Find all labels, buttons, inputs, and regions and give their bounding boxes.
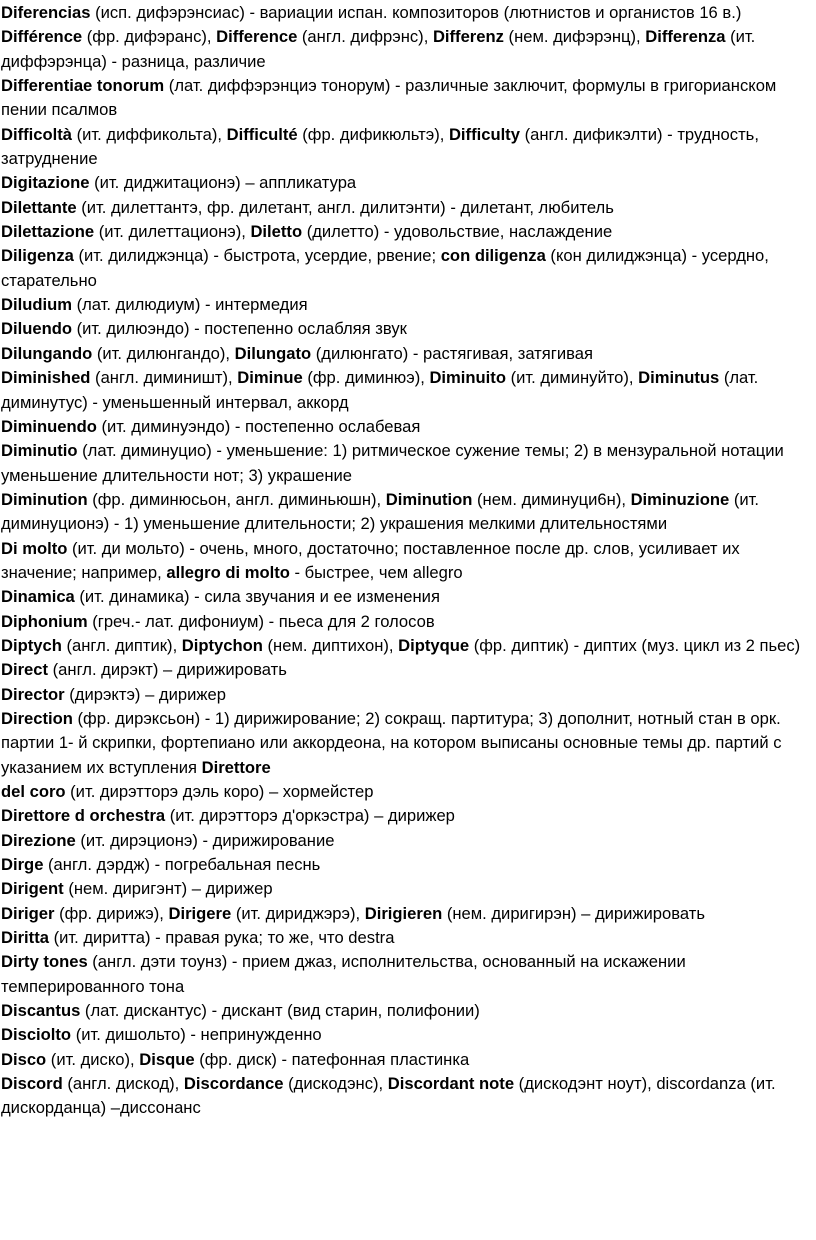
entry-definition: (ит. дирэтторэ д'оркэстра) – дирижер xyxy=(165,806,455,826)
dictionary-entry xyxy=(1,999,814,1023)
entry-term: Dilettante xyxy=(1,197,77,217)
entry-term: Difficulté xyxy=(226,124,298,144)
dictionary-entry xyxy=(1,220,814,244)
entry-definition: (дискодэнт ноут), discordanza (ит. дискорданца) –диссонанс xyxy=(1,1074,776,1118)
entry-term: Differenz xyxy=(432,27,504,47)
dictionary-entry xyxy=(1,537,814,586)
entry-definition: (англ. дискод), xyxy=(62,1074,184,1094)
entry-term: Direttore xyxy=(201,757,271,777)
entry-definition: (фр. диминюсьон, англ. диминьюшн), xyxy=(87,489,386,509)
entry-definition: (ит. ди мольто) - очень, много, достаточно; поставленное после др. слов, усиливает их значение; например, xyxy=(1,538,740,582)
dictionary-entry xyxy=(1,123,814,172)
dictionary-entry xyxy=(1,707,814,780)
entry-term: Dirigieren xyxy=(364,903,443,923)
entry-term: Diriger xyxy=(1,903,55,923)
dictionary-entry xyxy=(1,1023,814,1047)
entry-term: Discordance xyxy=(183,1074,284,1094)
entry-term: Diminue xyxy=(237,368,303,388)
entry-definition: (дилюнгато) - растягивая, затягивая xyxy=(311,343,593,363)
dictionary-entry xyxy=(1,244,814,293)
entry-definition: (лат. диминуцио) - уменьшение: 1) ритмическое сужение темы; 2) в мензуральной нотации уменьшение длительности нот; 3) украшение xyxy=(1,441,784,485)
dictionary-entry xyxy=(1,585,814,609)
entry-definition: (англ. дэрдж) - погребальная песнь xyxy=(43,855,321,875)
dictionary-entry xyxy=(1,342,814,366)
entry-definition: (лат. диминутус) - уменьшенный интервал, аккорд xyxy=(1,368,759,412)
entry-definition: (нем. диригирэн) – дирижировать xyxy=(442,903,705,923)
entry-term: Diptych xyxy=(1,635,62,655)
entry-definition: (нем. диригэнт) – дирижер xyxy=(63,879,273,899)
entry-definition: (ит. диджитационэ) – аппликатура xyxy=(89,173,357,193)
entry-definition: (ит. диско), xyxy=(46,1049,140,1069)
dictionary-entry xyxy=(1,804,814,828)
entry-definition: (ит. диминуэндо) - постепенно ослабевая xyxy=(96,416,421,436)
entry-definition: (нем. диминуци6н), xyxy=(472,489,631,509)
entry-term: Diligenza xyxy=(1,246,74,266)
entry-term: Difficoltà xyxy=(1,124,72,144)
entry-definition: (исп. дифэрэнсиас) - вариации испан. композиторов (лютнистов и органистов 16 в.) xyxy=(90,3,742,22)
entry-definition: (ит. диффикольта), xyxy=(72,124,227,144)
entry-definition: (дискодэнс), xyxy=(283,1074,388,1094)
entry-term: Diminutio xyxy=(1,441,78,461)
entry-definition: (ит. дирэтторэ дэль коро) – хормейстер xyxy=(65,782,374,801)
dictionary-entry xyxy=(1,683,814,707)
dictionary-entry xyxy=(1,926,814,950)
entry-term: Discordant note xyxy=(387,1074,515,1094)
entry-term: Diludium xyxy=(1,295,72,315)
dictionary-entry xyxy=(1,415,814,439)
entry-definition: (ит. диффэрэнца) - разница, различие xyxy=(1,27,756,71)
entry-term: Differentiae tonorum xyxy=(1,76,165,96)
dictionary-entry xyxy=(1,196,814,220)
dictionary-entry xyxy=(1,610,814,634)
dictionary-entry xyxy=(1,171,814,195)
entry-definition: (ит. динамика) - сила звучания и ее изменения xyxy=(74,587,440,607)
dictionary-entry xyxy=(1,1,814,25)
entry-term: Différence xyxy=(1,27,83,47)
entry-term: Direct xyxy=(1,660,49,680)
dictionary-entry xyxy=(1,658,814,682)
dictionary-entry xyxy=(1,902,814,926)
entry-definition: (дирэктэ) – дирижер xyxy=(64,684,226,704)
entry-term: Diminuendo xyxy=(1,416,97,436)
entry-term: allegro di molto xyxy=(166,562,290,582)
entry-definition: (англ. дифрэнс), xyxy=(297,27,433,47)
entry-definition: (англ. дификэлти) - трудность, затруднение xyxy=(1,124,759,169)
entry-definition: (англ. дэти тоунз) - прием джаз, исполнительства, основанный на искажении темперированного тона xyxy=(1,952,686,996)
entry-definition: (лат. дискантус) - дискант (вид старин, полифонии) xyxy=(80,1001,480,1021)
entry-term: Diminutus xyxy=(638,368,720,388)
entry-term: Diferencias xyxy=(1,3,91,22)
dictionary-entry xyxy=(1,634,814,658)
entry-definition: (ит. дилеттантэ, фр. дилетант, англ. дилитэнти) - дилетант, любитель xyxy=(76,197,614,217)
dictionary-entry xyxy=(1,829,814,853)
entry-term: Diptychon xyxy=(181,635,263,655)
entry-term: Dilungando xyxy=(1,343,93,363)
entry-term: Diluendo xyxy=(1,319,72,339)
entry-term: Discantus xyxy=(1,1001,81,1021)
entry-term: Diletto xyxy=(250,222,303,242)
entry-term: Diminution xyxy=(1,489,88,509)
entry-term: Difference xyxy=(216,27,298,47)
entry-term: Diptyque xyxy=(398,635,470,655)
dictionary-entry xyxy=(1,1072,814,1121)
entry-term: Dilungato xyxy=(234,343,312,363)
entry-definition: (фр. дификюльтэ), xyxy=(297,124,449,144)
entry-definition: (ит. дилиджэнца) - быстрота, усердие, рвение; xyxy=(73,246,441,266)
dictionary-entry xyxy=(1,74,814,123)
dictionary-entry xyxy=(1,317,814,341)
entry-term: Discord xyxy=(1,1074,63,1094)
entry-term: Diphonium xyxy=(1,611,88,631)
entry-term: Diritta xyxy=(1,928,49,948)
entry-term: Di molto xyxy=(1,538,68,558)
entry-term: Direction xyxy=(1,708,73,728)
entry-definition: (нем. диптихон), xyxy=(262,635,399,655)
entry-term: Diminuzione xyxy=(630,489,730,509)
entry-definition: (ит. дишольто) - непринужденно xyxy=(71,1025,322,1045)
entry-term: Dirigent xyxy=(1,879,64,899)
entry-term: Disco xyxy=(1,1049,47,1069)
entry-definition: (греч.- лат. дифониум) - пьеса для 2 голосов xyxy=(87,611,435,631)
entry-definition: (фр. дифэранс), xyxy=(82,27,217,47)
dictionary-entry xyxy=(1,1048,814,1072)
entry-definition: (ит. дириджэрэ), xyxy=(231,903,365,923)
entry-definition: (фр. диптик) - диптих (муз. цикл из 2 пьес) xyxy=(469,635,801,655)
entry-term: Dilettazione xyxy=(1,222,95,242)
entry-definition: (ит. дирэционэ) - дирижирование xyxy=(75,830,335,850)
dictionary-entry xyxy=(1,877,814,901)
dictionary-entry xyxy=(1,853,814,877)
entry-definition: - быстрее, чем allegro xyxy=(289,562,463,582)
entry-term: Dirge xyxy=(1,855,44,875)
entry-term: Digitazione xyxy=(1,173,90,193)
entry-definition: (ит. диминуционэ) - 1) уменьшение длительности; 2) украшения мелкими длительностями xyxy=(1,489,759,534)
entry-definition: (фр. дирэксьон) - 1) дирижирование; 2) сокращ. партитура; 3) дополнит, нотный стан в орк. партии 1- й скрипки, фортепиано или аккордеона, на котором выписаны основные темы др. партий с указанием их вступления xyxy=(1,708,782,777)
entry-term: Dirigere xyxy=(168,903,232,923)
entry-term: Diminution xyxy=(385,489,473,509)
entry-term: Dinamica xyxy=(1,587,75,607)
entry-term: Diminuito xyxy=(429,368,506,388)
entry-definition: (фр. диминюэ), xyxy=(302,368,430,388)
dictionary-entry xyxy=(1,366,814,415)
entry-definition: (ит. диминуйто), xyxy=(505,368,639,388)
entry-definition: (англ. диптик), xyxy=(61,635,182,655)
dictionary-entry xyxy=(1,439,814,488)
entry-definition: (ит. дилюэндо) - постепенно ослабляя звук xyxy=(71,319,407,339)
entry-term: con diligenza xyxy=(440,246,546,266)
dictionary-entry xyxy=(1,488,814,537)
dictionary-entry xyxy=(1,25,814,74)
entry-definition: (дилетто) - удовольствие, наслаждение xyxy=(302,222,613,242)
entry-definition: (кон дилиджэнца) - усердно, старательно xyxy=(1,246,769,290)
entry-term: Disque xyxy=(139,1049,195,1069)
entry-term: Diminished xyxy=(1,368,91,388)
entry-definition: (лат. диффэрэнциэ тонорум) - различные заключит, формулы в григорианском пении псалмов xyxy=(1,76,777,120)
entry-term: Disciolto xyxy=(1,1025,72,1045)
entry-definition: (англ. диминишт), xyxy=(90,368,238,388)
entry-definition: (фр. дирижэ), xyxy=(54,903,169,923)
entry-term: Direzione xyxy=(1,830,76,850)
entry-term: Dirty tones xyxy=(1,952,88,972)
entry-term: Director xyxy=(1,684,65,704)
entry-term: Differenza xyxy=(645,27,726,47)
dictionary-entry xyxy=(1,293,814,317)
entry-definition: (фр. диск) - патефонная пластинка xyxy=(194,1049,470,1069)
entry-term: del coro xyxy=(1,782,66,801)
dictionary-entry xyxy=(1,950,814,999)
entry-definition: (ит. дилюнгандо), xyxy=(92,343,235,363)
dictionary-entry xyxy=(1,780,814,804)
entry-definition: (англ. дирэкт) – дирижировать xyxy=(48,660,287,680)
entry-term: Difficulty xyxy=(448,124,520,144)
entry-term: Direttore d orchestra xyxy=(1,806,166,826)
entry-definition: (ит. дилеттационэ), xyxy=(94,222,251,242)
entry-definition: (нем. дифэрэнц), xyxy=(503,27,646,47)
entry-definition: (лат. дилюдиум) - интермедия xyxy=(71,295,308,315)
entry-definition: (ит. диритта) - правая рука; то же, что destra xyxy=(48,928,395,948)
